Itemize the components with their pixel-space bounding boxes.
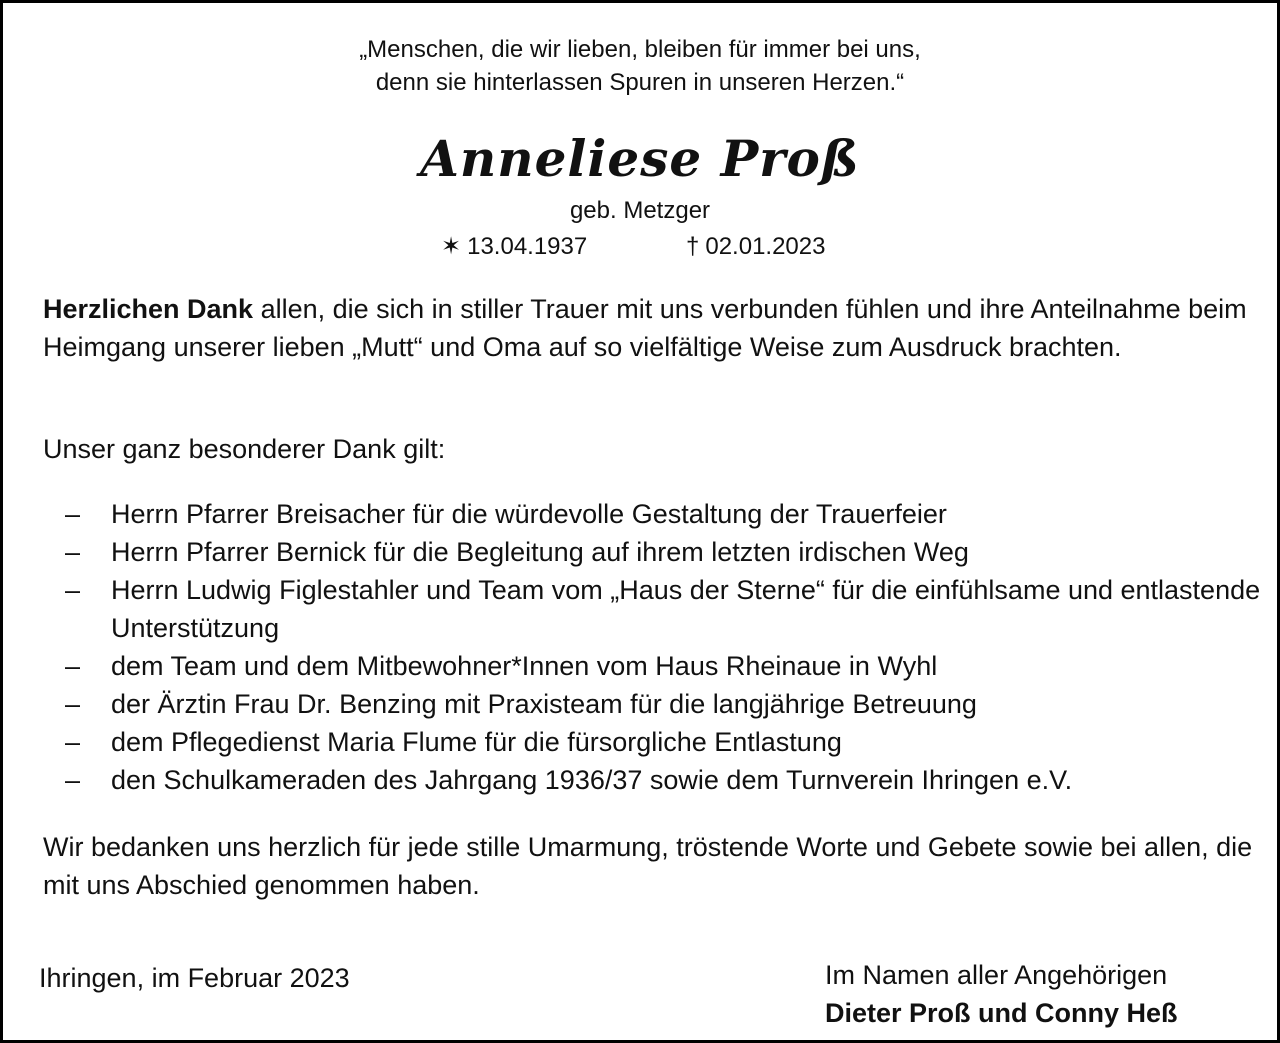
deceased-name: Anneliese Proß	[420, 129, 860, 188]
dash-bullet: –	[65, 727, 81, 757]
place-and-date: Ihringen, im Februar 2023	[39, 963, 350, 993]
quote-line-1: „Menschen, die wir lieben, bleiben für immer bei uns,	[359, 36, 921, 63]
birth-date-group	[441, 231, 587, 263]
death-date: 02.01.2023	[705, 233, 826, 260]
list-item	[43, 723, 1263, 761]
signature-intro: Im Namen aller Angehörigen	[825, 960, 1168, 990]
list-item-text: dem Team und dem Mitbewohner*Innen vom Haus Rheinaue in Wyhl	[111, 651, 938, 681]
thanks-text: allen, die sich in stiller Trauer mit uns verbunden fühlen und ihre Anteilnahme beim Heimgang unserer lieben „Mutt“ und Oma auf so vielfältige Weise zum Ausdruck brachten.	[43, 294, 1247, 362]
list-item	[43, 647, 1263, 685]
list-item	[43, 761, 1263, 799]
dash-bullet: –	[65, 499, 81, 529]
special-thanks-intro: Unser ganz besonderer Dank gilt:	[43, 434, 446, 464]
list-item-text: Herrn Ludwig Figlestahler und Team vom „Haus der Sterne“ für die einfühlsame und entlastende Unterstützung	[111, 575, 1261, 643]
dash-bullet: –	[65, 765, 81, 795]
signature-block	[825, 956, 1178, 1032]
birth-date: 13.04.1937	[467, 233, 588, 260]
special-thanks-list	[43, 495, 1263, 799]
list-item-text: der Ärztin Frau Dr. Benzing mit Praxisteam für die langjährige Betreuung	[111, 689, 977, 719]
thanks-paragraph	[43, 290, 1253, 366]
list-item	[43, 571, 1263, 647]
memorial-quote	[3, 33, 1277, 99]
signature-names: Dieter Proß und Conny Heß	[825, 998, 1178, 1028]
life-dates	[3, 231, 1277, 263]
list-item-text: den Schulkameraden des Jahrgang 1936/37 sowie dem Turnverein Ihringen e.V.	[111, 765, 1073, 795]
star-icon: ✶	[441, 233, 462, 260]
list-item	[43, 685, 1263, 723]
dash-bullet: –	[65, 575, 81, 605]
list-item	[43, 533, 1263, 571]
death-date-group	[686, 231, 825, 263]
list-item-text: Herrn Pfarrer Bernick für die Begleitung auf ihrem letzten irdischen Weg	[111, 537, 969, 567]
maiden-name: geb. Metzger	[569, 197, 711, 224]
quote-line-2: denn sie hinterlassen Spuren in unseren Herzen.“	[375, 69, 905, 96]
dash-bullet: –	[65, 651, 81, 681]
cross-icon: †	[686, 233, 700, 260]
closing-paragraph: Wir bedanken uns herzlich für jede stille Umarmung, tröstende Worte und Gebete sowie bei allen, die mit uns Abschied genommen haben.	[43, 832, 1253, 900]
dash-bullet: –	[65, 537, 81, 567]
list-item-text: Herrn Pfarrer Breisacher für die würdevolle Gestaltung der Trauerfeier	[111, 499, 947, 529]
list-item	[43, 495, 1263, 533]
list-item-text: dem Pflegedienst Maria Flume für die fürsorgliche Entlastung	[111, 727, 842, 757]
dash-bullet: –	[65, 689, 81, 719]
thanks-lead: Herzlichen Dank	[43, 294, 254, 324]
